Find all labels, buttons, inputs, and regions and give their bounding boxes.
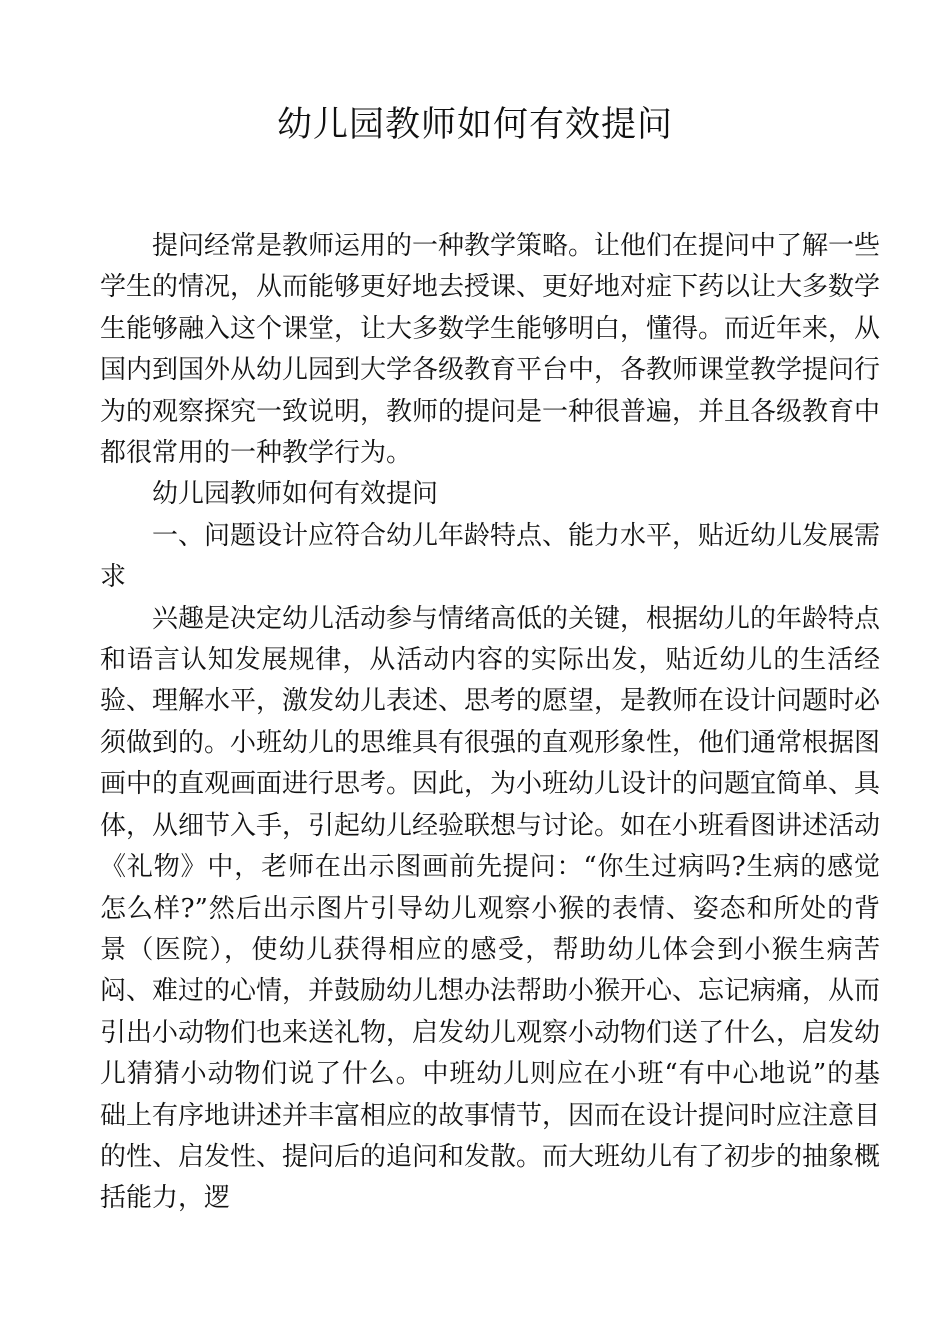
- paragraph-subtitle: 幼儿园教师如何有效提问: [152, 479, 439, 510]
- paragraph-intro: 提问经常是教师运用的一种教学策略。让他们在提问中了解一些学生的情况，从而能够更好地去授课、更好地对症下药以让大多数学生能够融入这个课堂，让大多数学生能够明白，懂得。而近年来，从国内到国外从幼儿园到大学各级教育平台中，各教师课堂教学提问行为的观察探究一致说明，教师的提问是一种很普遍，并且各级教育中都很常用的一种教学行为。: [100, 231, 881, 469]
- section-heading-1: 一、问题设计应符合幼儿年龄特点、能力水平，贴近幼儿发展需求: [100, 520, 881, 593]
- paragraph-section-1: 兴趣是决定幼儿活动参与情绪高低的关键，根据幼儿的年龄特点和语言认知发展规律，从活动内容的实际出发，贴近幼儿的生活经验、理解水平，激发幼儿表述、思考的愿望，是教师在设计问题时必须做到的。小班幼儿的思维具有很强的直观形象性，他们通常根据图画中的直观画面进行思考。因此，为小班幼儿设计的问题宜简单、具体，从细节入手，引起幼儿经验联想与讨论。如在小班看图讲述活动《礼物》中，老师在出示图画前先提问：“你生过病吗?生病的感觉怎么样?”然后出示图片引导幼儿观察小猴的表情、姿态和所处的背景（医院），使幼儿获得相应的感受，帮助幼儿体会到小猴生病苦闷、难过的心情，并鼓励幼儿想办法帮助小猴开心、忘记病痛，从而引出小动物们也来送礼物，启发幼儿观察小动物们送了什么，启发幼儿猜猜小动物们说了什么。中班幼儿则应在小班“有中心地说”的基础上有序地讲述并丰富相应的故事情节，因而在设计提问时应注意目的性、启发性、提问后的追问和发散。而大班幼儿有了初步的抽象概括能力，逻: [100, 603, 881, 1214]
- document-title: 幼儿园教师如何有效提问: [276, 105, 673, 145]
- document-body: [100, 226, 880, 1220]
